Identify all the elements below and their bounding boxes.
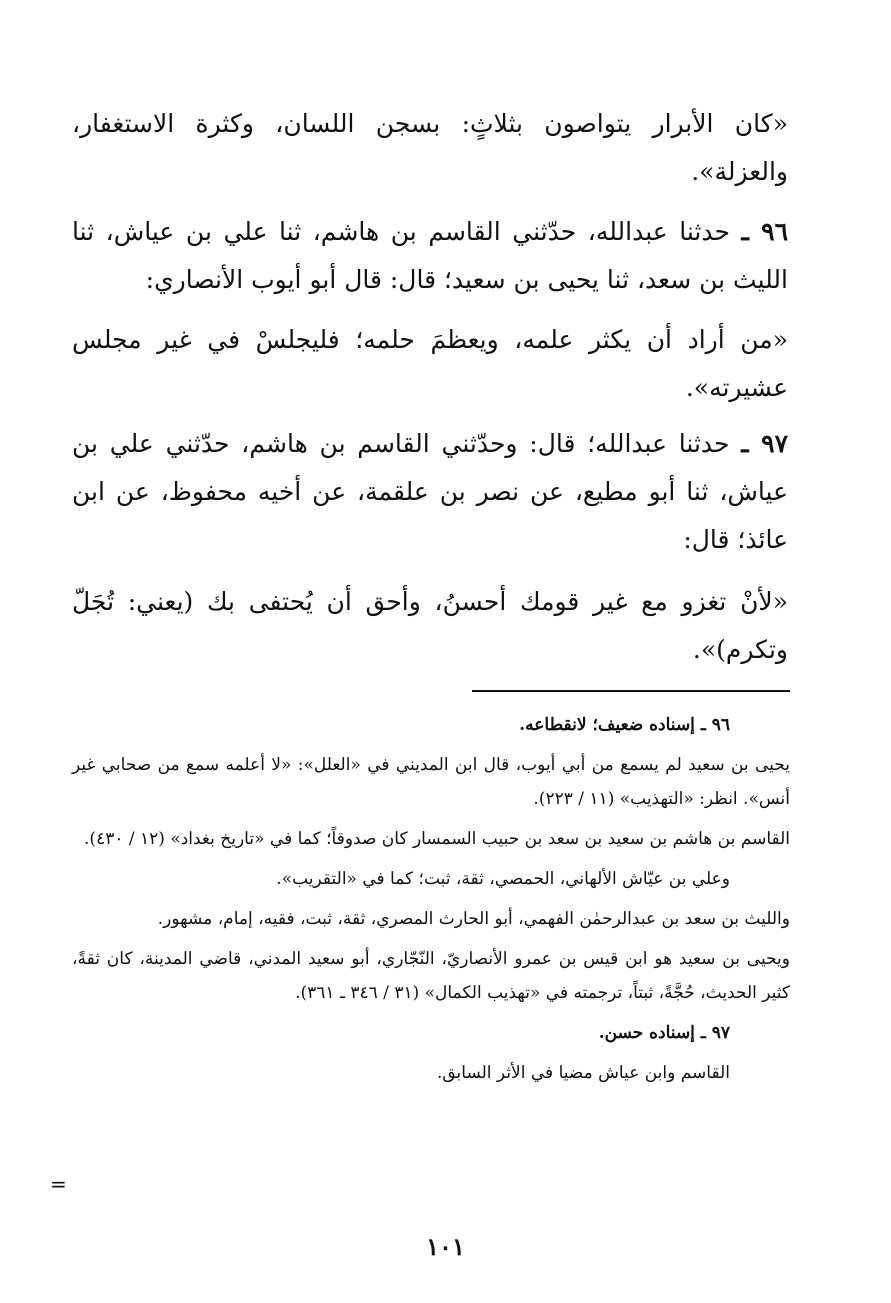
footnote-97-heading: ٩٧ ـ إسناده حسن.	[598, 1023, 730, 1043]
footnote-96-para-1: يحيى بن سعيد لم يسمع من أبي أيوب، قال ابن المديني في «العلل»: «لا أعلمه سمع من صحابي غير أنس». انظر: «التهذيب» (١١ / ٢٢٣).	[72, 755, 790, 809]
page-number: ١٠١	[426, 1232, 465, 1261]
quote-ilm-block	[72, 316, 788, 412]
margin-equals-mark: =	[50, 1172, 67, 1196]
hadith-97	[72, 420, 788, 564]
hadith-97-text: حدثنا عبدالله؛ قال: وحدّثني القاسم بن هاشم، حدّثني علي بن عياش، ثنا أبو مطيع، عن نصر بن علقمة، عن أخيه محفوظ، عن ابن عائذ؛ قال:	[72, 429, 788, 554]
quote-ghazw-block	[72, 578, 788, 674]
hadith-97-number: ٩٧ ـ	[741, 429, 789, 458]
quote-ilm: «من أراد أن يكثر علمه، ويعظمَ حلمه؛ فليجلسْ في غير مجلس عشيرته».	[72, 325, 788, 402]
footnotes-block	[72, 708, 790, 1096]
hadith-96	[72, 208, 788, 304]
footnote-96-para-2: القاسم بن هاشم بن سعيد بن سعد بن حبيب السمسار كان صدوقاً؛ كما في «تاريخ بغداد» (١٢ / ٤٣٠).	[84, 829, 790, 849]
main-text-block	[72, 100, 788, 196]
hadith-97-isnad	[72, 420, 788, 564]
footnote-96-para-4: والليث بن سعد بن عبدالرحمٰن الفهمي، أبو الحارث المصري، ثقة، ثبت، فقيه، إمام، مشهور.	[157, 909, 790, 929]
footnote-96-para-3: وعلي بن عيّاش الألهاني، الحمصي، ثقة، ثبت؛ كما في «التقريب».	[276, 869, 730, 889]
quote-abrar: «كان الأبرار يتواصون بثلاثٍ: بسجن اللسان، وكثرة الاستغفار، والعزلة».	[72, 109, 788, 186]
footnote-96-heading: ٩٦ ـ إسناده ضعيف؛ لانقطاعه.	[519, 715, 730, 735]
quote-ghazw: «لأنْ تغزو مع غير قومك أحسنُ، وأحق أن يُحتفى بك (يعني: تُجَلّ وتكرم)».	[72, 587, 788, 664]
hadith-96-isnad	[72, 208, 788, 304]
hadith-96-number: ٩٦ ـ	[741, 217, 789, 246]
footnote-96-para-5: ويحيى بن سعيد هو ابن قيس بن عمرو الأنصاريّ، النّجّاري، أبو سعيد المدني، قاضي المدينة، كان ثقةً، كثير الحديث، حُجَّةً، ثبتاً، ترجمته في «تهذيب الكمال» (٣١ / ٣٤٦ ـ ٣٦١).	[72, 949, 790, 1003]
footnote-divider	[472, 690, 790, 692]
footnote-97-para-1: القاسم وابن عياش مضيا في الأثر السابق.	[436, 1063, 730, 1083]
hadith-96-text: حدثنا عبدالله، حدّثني القاسم بن هاشم، ثنا علي بن عياش، ثنا الليث بن سعد، ثنا يحيى بن سعيد؛ قال: قال أبو أيوب الأنصاري:	[72, 217, 788, 294]
